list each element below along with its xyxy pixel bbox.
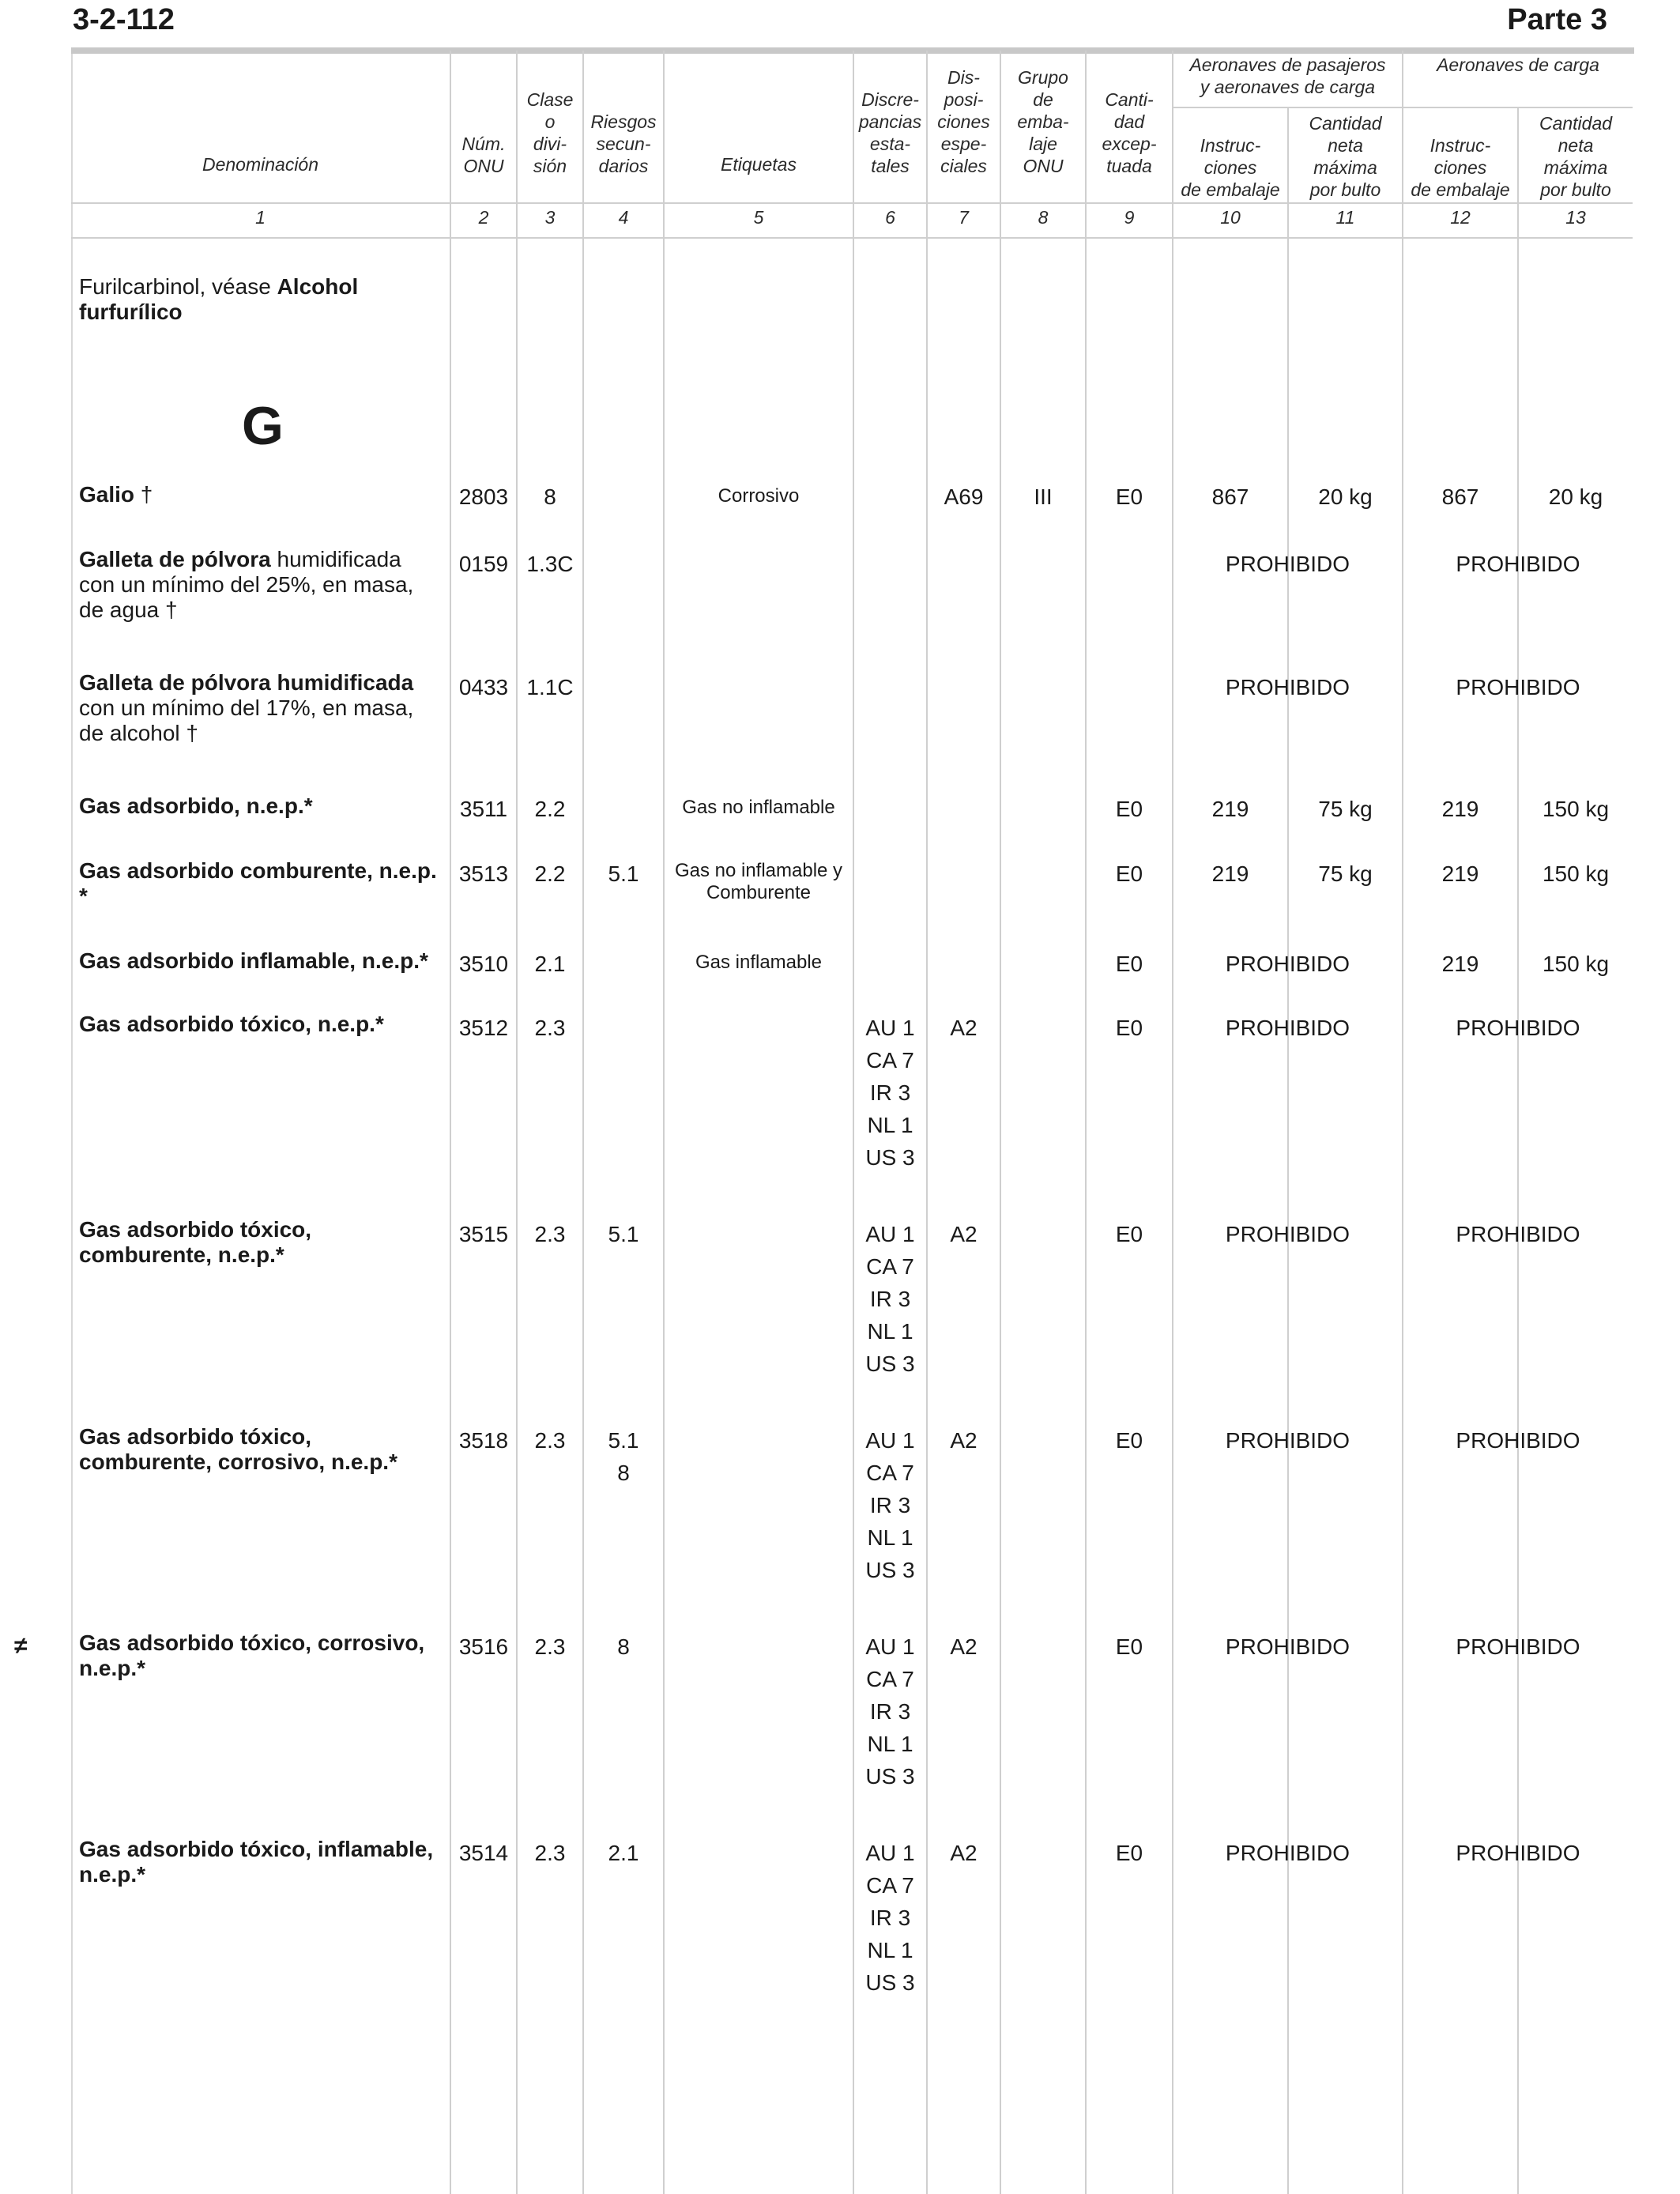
excepted-quantity: E0 bbox=[1115, 952, 1143, 976]
column-number: 7 bbox=[959, 207, 969, 228]
hazard-label: Gas no inflamable y Comburente bbox=[674, 860, 843, 903]
column-number: 6 bbox=[885, 207, 895, 228]
prohibited-pax: PROHIBIDO bbox=[1225, 1222, 1350, 1246]
grid-vline bbox=[450, 51, 451, 2194]
header-etiquetas: Etiquetas bbox=[721, 154, 797, 175]
prohibited-cargo: PROHIBIDO bbox=[1456, 1841, 1580, 1865]
header-pax-group: Aeronaves de pasajeros y aeronaves de carga bbox=[1189, 55, 1386, 97]
max-net-qty-cargo: 150 kg bbox=[1542, 861, 1610, 886]
class-division: 2.1 bbox=[534, 952, 566, 976]
excepted-quantity: E0 bbox=[1115, 1634, 1143, 1659]
entry-name: Gas adsorbido tóxico, corrosivo, n.e.p.* bbox=[79, 1630, 425, 1680]
column-number: 5 bbox=[753, 207, 764, 228]
grid-vline bbox=[926, 51, 928, 2194]
excepted-quantity: E0 bbox=[1115, 484, 1143, 509]
header-num-onu: Núm. ONU bbox=[461, 134, 506, 176]
class-division: 1.3C bbox=[526, 552, 574, 576]
entry-name: Galleta de pólvora humidificada con un mínimo del 17%, en masa, de alcohol † bbox=[79, 670, 414, 745]
packing-instruction-cargo: 219 bbox=[1441, 952, 1479, 976]
packing-group: III bbox=[1034, 484, 1053, 509]
prohibited-cargo: PROHIBIDO bbox=[1456, 1428, 1580, 1453]
subsidiary-risk: 2.1 bbox=[608, 1841, 639, 1865]
packing-instruction-pax: 219 bbox=[1211, 861, 1249, 886]
column-number: 1 bbox=[255, 207, 266, 228]
entry-name: Galleta de pólvora humidificada con un mínimo del 25%, en masa, de agua † bbox=[79, 547, 414, 622]
prohibited-cargo: PROHIBIDO bbox=[1456, 675, 1580, 699]
entry-name: Gas adsorbido tóxico, n.e.p.* bbox=[79, 1012, 384, 1036]
max-net-qty-cargo: 150 kg bbox=[1542, 952, 1610, 976]
header-cantidad-neta-pax: Cantidad neta máxima por bulto bbox=[1309, 113, 1382, 200]
subsidiary-risk: 5.1 bbox=[608, 1222, 639, 1246]
excepted-quantity: E0 bbox=[1115, 797, 1143, 821]
header-instrucciones-pax: Instruc- ciones de embalaje bbox=[1181, 135, 1280, 200]
class-division: 8 bbox=[544, 484, 556, 509]
state-variations: AU 1 CA 7 IR 3 NL 1 US 3 bbox=[865, 1222, 915, 1376]
prohibited-cargo: PROHIBIDO bbox=[1456, 1222, 1580, 1246]
header-denominacion: Denominación bbox=[202, 154, 319, 175]
header-disposiciones: Dis- posi- ciones espe- ciales bbox=[937, 67, 990, 176]
un-number: 3515 bbox=[458, 1222, 509, 1246]
state-variations: AU 1 CA 7 IR 3 NL 1 US 3 bbox=[865, 1634, 915, 1789]
class-division: 2.3 bbox=[534, 1428, 566, 1453]
grid-left-border bbox=[71, 54, 73, 2194]
un-number: 3510 bbox=[458, 952, 509, 976]
un-number: 3516 bbox=[458, 1634, 509, 1659]
header-grupo: Grupo de emba- laje ONU bbox=[1017, 67, 1069, 176]
column-number: 8 bbox=[1038, 207, 1049, 228]
max-net-qty-pax: 75 kg bbox=[1318, 797, 1373, 821]
un-number: 2803 bbox=[458, 484, 509, 509]
header-rule bbox=[71, 202, 1633, 204]
excepted-quantity: E0 bbox=[1115, 1841, 1143, 1865]
prohibited-pax: PROHIBIDO bbox=[1225, 1841, 1350, 1865]
grid-vline bbox=[582, 51, 584, 2194]
un-number: 3518 bbox=[458, 1428, 509, 1453]
prohibited-pax: PROHIBIDO bbox=[1225, 1016, 1350, 1040]
prohibited-pax: PROHIBIDO bbox=[1225, 675, 1350, 699]
amendment-mark: ≠ bbox=[14, 1633, 28, 1659]
packing-instruction-cargo: 867 bbox=[1441, 484, 1479, 509]
class-division: 2.3 bbox=[534, 1222, 566, 1246]
excepted-quantity: E0 bbox=[1115, 1428, 1143, 1453]
entry-name: Gas adsorbido, n.e.p.* bbox=[79, 794, 313, 818]
prohibited-cargo: PROHIBIDO bbox=[1456, 552, 1580, 576]
un-number: 3513 bbox=[458, 861, 509, 886]
header-cargo-group: Aeronaves de carga bbox=[1437, 55, 1599, 75]
column-number: 11 bbox=[1335, 207, 1355, 228]
entry-name: Galio † bbox=[79, 482, 153, 507]
grid-vline bbox=[1517, 107, 1519, 2194]
subsidiary-risk: 8 bbox=[617, 1634, 630, 1659]
prohibited-cargo: PROHIBIDO bbox=[1456, 1016, 1580, 1040]
un-number: 0159 bbox=[458, 552, 509, 576]
packing-instruction-pax: 867 bbox=[1211, 484, 1249, 509]
subsidiary-risk: 5.1 8 bbox=[608, 1428, 639, 1485]
packing-instruction-pax: 219 bbox=[1211, 797, 1249, 821]
max-net-qty-cargo: 20 kg bbox=[1548, 484, 1603, 509]
max-net-qty-pax: 20 kg bbox=[1318, 484, 1373, 509]
un-number: 3511 bbox=[459, 797, 508, 821]
un-number: 0433 bbox=[458, 675, 509, 699]
grid-vline bbox=[1402, 51, 1403, 2194]
grid-vline bbox=[516, 51, 518, 2194]
entry-name: Gas adsorbido inflamable, n.e.p.* bbox=[79, 948, 428, 973]
column-number: 13 bbox=[1565, 207, 1586, 228]
un-number: 3514 bbox=[458, 1841, 509, 1865]
column-number: 10 bbox=[1220, 207, 1241, 228]
hazard-label: Corrosivo bbox=[718, 485, 800, 507]
prohibited-pax: PROHIBIDO bbox=[1225, 552, 1350, 576]
class-division: 2.3 bbox=[534, 1634, 566, 1659]
header-cantidad-neta-cargo: Cantidad neta máxima por bulto bbox=[1539, 113, 1613, 200]
header-riesgos: Riesgos secun- darios bbox=[590, 111, 657, 176]
special-provision: A2 bbox=[950, 1428, 977, 1453]
group-header-rule bbox=[1172, 107, 1633, 108]
column-number-rule bbox=[71, 237, 1633, 239]
special-provision: A69 bbox=[944, 484, 984, 509]
class-division: 2.2 bbox=[534, 861, 566, 886]
state-variations: AU 1 CA 7 IR 3 NL 1 US 3 bbox=[865, 1016, 915, 1170]
excepted-quantity: E0 bbox=[1115, 1016, 1143, 1040]
page-part: Parte 3 bbox=[1507, 3, 1607, 36]
header-clase: Clase o divi- sión bbox=[526, 89, 574, 176]
packing-instruction-cargo: 219 bbox=[1441, 861, 1479, 886]
max-net-qty-cargo: 150 kg bbox=[1542, 797, 1610, 821]
column-number: 3 bbox=[544, 207, 556, 228]
header-cantidad-exceptuada: Canti- dad excep- tuada bbox=[1102, 89, 1157, 176]
packing-instruction-cargo: 219 bbox=[1441, 797, 1479, 821]
class-division: 2.3 bbox=[534, 1016, 566, 1040]
hazard-label: Gas no inflamable bbox=[682, 797, 835, 818]
entry-name: Gas adsorbido tóxico, comburente, corrosivo, n.e.p.* bbox=[79, 1424, 397, 1474]
excepted-quantity: E0 bbox=[1115, 1222, 1143, 1246]
class-division: 2.2 bbox=[534, 797, 566, 821]
prohibited-cargo: PROHIBIDO bbox=[1456, 1634, 1580, 1659]
class-division: 1.1C bbox=[526, 675, 574, 699]
column-number: 2 bbox=[478, 207, 489, 228]
entry-name: Furilcarbinol, véase Alcohol furfurílico bbox=[79, 274, 359, 324]
prohibited-pax: PROHIBIDO bbox=[1225, 1634, 1350, 1659]
prohibited-pax: PROHIBIDO bbox=[1225, 1428, 1350, 1453]
max-net-qty-pax: 75 kg bbox=[1318, 861, 1373, 886]
header-discrepancias: Discre- pancias esta- tales bbox=[858, 89, 922, 176]
grid-vline bbox=[1287, 107, 1289, 2194]
header-instrucciones-cargo: Instruc- ciones de embalaje bbox=[1411, 135, 1510, 200]
excepted-quantity: E0 bbox=[1115, 861, 1143, 886]
column-number: 12 bbox=[1450, 207, 1471, 228]
special-provision: A2 bbox=[950, 1222, 977, 1246]
column-number: 9 bbox=[1124, 207, 1135, 228]
section-letter: G bbox=[242, 396, 284, 456]
grid-vline bbox=[1172, 51, 1173, 2194]
column-number: 4 bbox=[618, 207, 629, 228]
special-provision: A2 bbox=[950, 1634, 977, 1659]
class-division: 2.3 bbox=[534, 1841, 566, 1865]
state-variations: AU 1 CA 7 IR 3 NL 1 US 3 bbox=[865, 1428, 915, 1582]
grid-vline bbox=[663, 51, 665, 2194]
special-provision: A2 bbox=[950, 1841, 977, 1865]
entry-name: Gas adsorbido tóxico, inflamable, n.e.p.* bbox=[79, 1837, 434, 1887]
special-provision: A2 bbox=[950, 1016, 977, 1040]
page-number: 3-2-112 bbox=[73, 3, 175, 36]
entry-name: Gas adsorbido comburente, n.e.p. * bbox=[79, 858, 437, 908]
subsidiary-risk: 5.1 bbox=[608, 861, 639, 886]
state-variations: AU 1 CA 7 IR 3 NL 1 US 3 bbox=[865, 1841, 915, 1995]
entry-name: Gas adsorbido tóxico, comburente, n.e.p.* bbox=[79, 1217, 312, 1267]
un-number: 3512 bbox=[458, 1016, 509, 1040]
prohibited-pax: PROHIBIDO bbox=[1225, 952, 1350, 976]
hazard-label: Gas inflamable bbox=[695, 952, 823, 973]
grid-vline bbox=[1000, 51, 1001, 2194]
grid-vline bbox=[1085, 51, 1087, 2194]
